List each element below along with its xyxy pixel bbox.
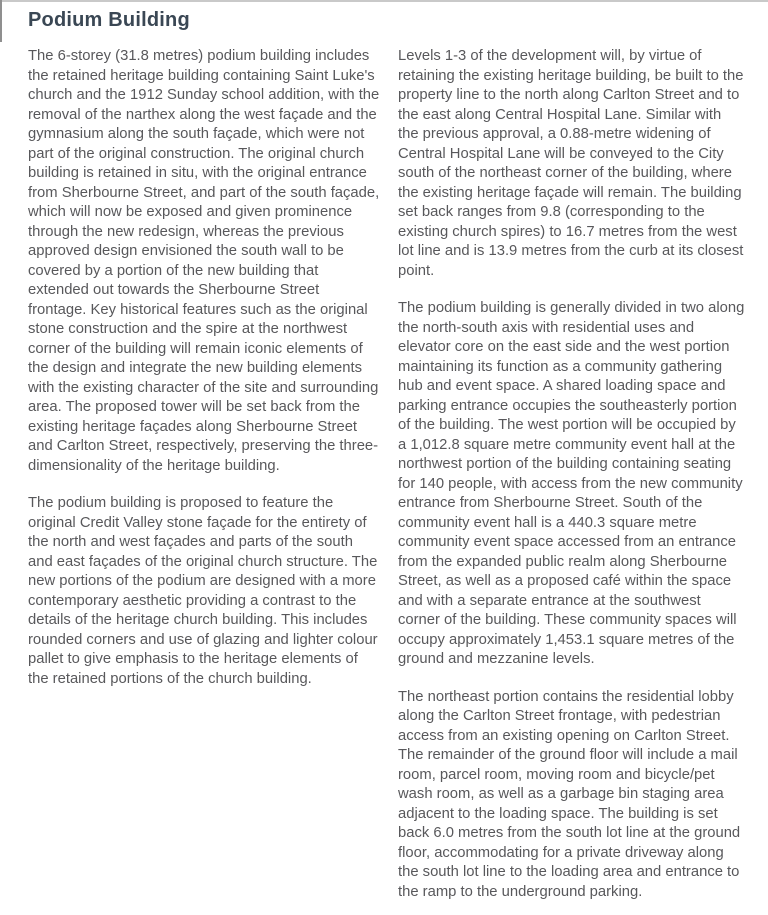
right-column [398, 47, 745, 902]
right-column-paragraph-3: The northeast portion contains the residential lobby along the Carlton Street frontage, with pedestrian access from an existing opening on Carlton Street. The remainder of the ground floor will include a mail room, parcel room, moving room and bicycle/pet wash room, as well as a garbage bin staging area adjacent to the loading space. The building is set back 6.0 metres from the south lot line at the ground floor, accommodating for a private driveway along the south lot line to the loading area and entrance to the ramp to the underground parking. [398, 688, 741, 900]
right-column-paragraph-1: Levels 1-3 of the development will, by virtue of retaining the existing heritage building, be built to the property line to the north along Carlton Street and to the east along Central Hospital Lane. Similar with the previous approval, a 0.88-metre widening of Central Hospital Lane will be conveyed to the City south of the northeast corner of the building, where the existing heritage façade will remain. The building set back ranges from 9.8 (corresponding to the existing church spires) to 16.7 metres from the west lot line and is 13.9 metres from the curb at its closest point. [398, 48, 744, 279]
left-edge-mark [0, 0, 2, 42]
left-column [28, 47, 380, 689]
right-column-paragraph-2: The podium building is generally divided in two along the north-south axis with residential uses and elevator core on the east side and the west portion maintaining its function as a community gathering hub and event space. A shared loading space and parking entrance occupies the southeasterly portion of the building. The west portion will be occupied by a 1,012.8 square metre community event hall at the northwest portion of the building containing seating for 140 people, with access from the new community entrance from Sherbourne Street. South of the community event hall is a 440.3 square metre community event space accessed from an entrance from the expanded public realm along Sherbourne Street, as well as a proposed café within the space and with a separate entrance at the southwest corner of the building. These community spaces will occupy approximately 1,453.1 square metres of the ground and mezzanine levels. [398, 300, 745, 667]
two-column-layout [28, 47, 745, 902]
page-title: Podium Building [28, 9, 190, 31]
left-column-paragraph-1: The 6-storey (31.8 metres) podium building includes the retained heritage building containing Saint Luke's church and the 1912 Sunday school addition, with the removal of the narthex along the west façade and the gymnasium along the south façade, which were not part of the original construction. The original church building is retained in situ, with the original entrance from Sherbourne Street, and part of the south façade, which will now be exposed and given prominence through the new redesign, whereas the previous approved design envisioned the south wall to be covered by a portion of the new building that extended out towards the Sherbourne Street frontage. Key historical features such as the original stone construction and the spire at the northwest corner of the building will remain iconic elements of the design and integrate the new building elements with the existing character of the site and surrounding area. The proposed tower will be set back from the existing heritage façades along Sherbourne Street and Carlton Street, respectively, preserving the three-dimensionality of the heritage building. [28, 48, 380, 474]
left-column-paragraph-2: The podium building is proposed to feature the original Credit Valley stone façade for the entirety of the north and west façades and parts of the south and east façades of the original church structure. The new portions of the podium are designed with a more contemporary aesthetic providing a contrast to the details of the heritage church building. This includes rounded corners and use of glazing and lighter colour pallet to give emphasis to the heritage elements of the retained portions of the church building. [28, 495, 378, 687]
top-border-line [0, 0, 768, 2]
